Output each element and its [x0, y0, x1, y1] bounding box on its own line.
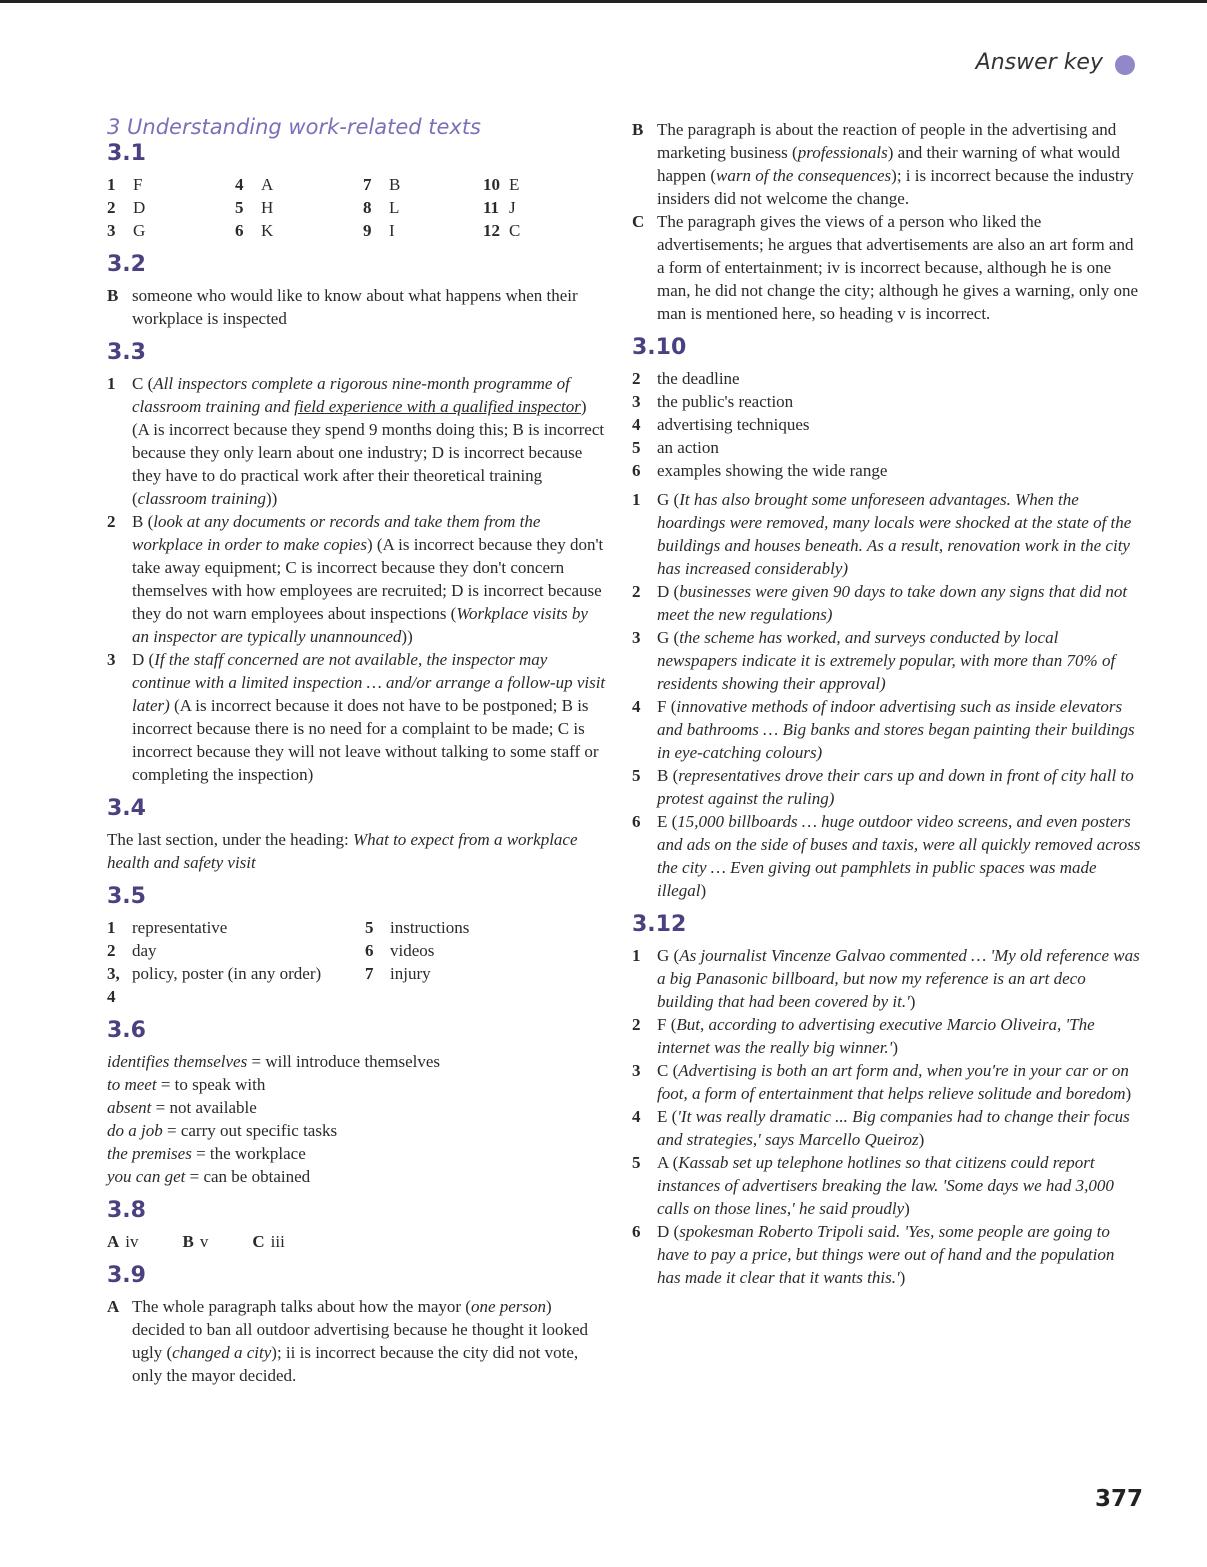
answers-3-5-right: [365, 916, 565, 1008]
text-run: Workplace visits by an inspector are typically unannounced: [132, 604, 588, 646]
answer-item: [632, 626, 1142, 695]
right-column: [632, 118, 1142, 1289]
answer-letter: H: [261, 198, 274, 217]
item-text: [657, 1013, 1142, 1059]
text-run: 'It was really dramatic ... Big companies had to change their focus and strategies,' says Marcello Queiroz: [657, 1107, 1130, 1149]
left-column: [107, 116, 607, 1387]
item-text: [657, 488, 1142, 580]
top-rule: [0, 0, 1207, 3]
item-number: 3: [107, 221, 116, 240]
answer-cell: [235, 173, 363, 196]
term: do a job: [107, 1121, 163, 1140]
text-run: B (: [132, 512, 154, 531]
item-number: B: [107, 286, 119, 305]
answer-letter: C: [509, 221, 521, 240]
item-number: 1: [107, 175, 116, 194]
text-run: professionals: [797, 143, 888, 162]
item-letter: A: [107, 1232, 120, 1251]
text-run: someone who would like to know about what happens when their workplace is inspected: [132, 286, 578, 328]
page-number: 377: [1095, 1486, 1144, 1512]
text-run: ): [909, 992, 916, 1011]
definition-line: [107, 1142, 607, 1165]
item-number: 5: [365, 918, 374, 937]
answer-cell: [183, 1232, 231, 1251]
item-number: 2: [107, 512, 116, 531]
item-text: [132, 916, 365, 939]
answers-3-1: [107, 173, 607, 242]
text-run: D (: [657, 1222, 680, 1241]
text-run: C (: [132, 374, 154, 393]
definition-line: [107, 1165, 607, 1188]
term: to meet: [107, 1075, 157, 1094]
answer-item: [107, 284, 607, 330]
running-head: Answer key: [975, 50, 1103, 75]
item-number: 4: [632, 415, 641, 434]
item-text: [390, 939, 565, 962]
text-run: instructions: [390, 918, 470, 937]
text-run: advertising techniques: [657, 415, 810, 434]
answer-item: [107, 510, 607, 648]
item-text: [390, 916, 565, 939]
answer-item: [107, 648, 607, 786]
text-run: ): [904, 1199, 910, 1218]
meaning: can be obtained: [203, 1167, 311, 1186]
item-number: 4: [632, 1107, 641, 1126]
text-run: As journalist Vincenze Galvao commented … 'My old reference was a big Panasonic billboard, but now my reference is an art deco building that had been covered by it.': [657, 946, 1140, 1011]
item-number: 2: [632, 582, 641, 601]
text-run: ): [1125, 1084, 1132, 1103]
item-number: 5: [632, 438, 641, 457]
answer-item: [632, 210, 1142, 325]
answer-item: [107, 939, 365, 962]
text-run: G (: [657, 628, 680, 647]
text-run: businesses were given 90 days to take down any signs that did not meet the new regulations): [657, 582, 1128, 624]
item-number: 9: [363, 221, 372, 240]
answer-item: [632, 413, 1142, 436]
answer-item: [632, 695, 1142, 764]
text-run: Advertising is both an art form and, when you're in your car or on foot, a form of entertainment that helps relieve solitude and boredom: [657, 1061, 1129, 1103]
text-run: look at any documents or records and take them from the workplace in order to make copies: [132, 512, 541, 554]
item-number: 7: [363, 175, 372, 194]
text-run: day: [132, 941, 157, 960]
answers-3-5-left: [107, 916, 365, 1008]
item-text: [657, 390, 1142, 413]
item-number: 1: [107, 374, 116, 393]
answers-3-2: [107, 284, 607, 330]
answer-item: [632, 367, 1142, 390]
equals: =: [247, 1052, 266, 1071]
answer-item: [632, 459, 1142, 482]
meaning: not available: [169, 1098, 257, 1117]
item-number: 3: [632, 392, 641, 411]
text-run: The last section, under the heading:: [107, 830, 353, 849]
answer-item: [632, 944, 1142, 1013]
answer-letter: D: [133, 198, 146, 217]
item-number: 3: [632, 628, 641, 647]
text-run: classroom training: [137, 489, 266, 508]
answer-item: [107, 1295, 607, 1387]
answer-letter: J: [509, 198, 516, 217]
text-run: ); ii is incorrect because the city did not vote, only the mayor decided.: [132, 1343, 579, 1385]
answer-item: [632, 1220, 1142, 1289]
answers-3-3: [107, 372, 607, 786]
term: you can get: [107, 1167, 186, 1186]
text-run: E (: [657, 812, 678, 831]
meaning: will introduce themselves: [265, 1052, 440, 1071]
answers-3-5: [107, 916, 607, 1008]
heading-3-10: 3.10: [632, 335, 687, 360]
text-run: But, according to advertising executive Marcio Oliveira, 'The internet was the really big winner.': [657, 1015, 1095, 1057]
item-number: 5: [632, 766, 641, 785]
heading-3-9: 3.9: [107, 1263, 146, 1288]
item-number: 5: [235, 198, 244, 217]
equals: =: [156, 1075, 175, 1094]
answer-item: [632, 488, 1142, 580]
text-run: changed a city: [172, 1343, 272, 1362]
text-run: E (: [657, 1107, 678, 1126]
item-text: [132, 284, 607, 330]
answer-letter: B: [389, 175, 401, 194]
text-run: B (: [657, 766, 679, 785]
text-run: innovative methods of indoor advertising such as inside elevators and bathrooms … Big banks and stores began painting their buildings in eye-catching colours): [657, 697, 1135, 762]
item-text: [657, 210, 1142, 325]
answer-cell: [107, 196, 235, 219]
chapter-title: 3 Understanding work-related texts: [107, 115, 482, 139]
text-run: All inspectors complete a rigorous nine-month programme of classroom training and: [132, 374, 570, 416]
text-run: The paragraph is about the reaction of people in the advertising and marketing business (: [657, 120, 1117, 162]
answer-cell: [107, 1232, 161, 1251]
item-number: 10: [483, 175, 500, 194]
item-number: 2: [632, 369, 641, 388]
item-text: [657, 118, 1142, 210]
item-number: 1: [632, 490, 641, 509]
item-text: [657, 367, 1142, 390]
text-run: The paragraph gives the views of a person who liked the advertisements; he argues that advertisements are also an art form and a form of entertainment; iv is incorrect because, although he is one man, he did not change the city; although he gives a warning, only one man is mentioned here, so heading v is incorrect.: [657, 212, 1139, 323]
text-run: F (: [657, 697, 677, 716]
item-text: [657, 626, 1142, 695]
item-number: 5: [632, 1153, 641, 1172]
answer-item: [632, 118, 1142, 210]
meaning: carry out specific tasks: [180, 1121, 338, 1140]
text-run: the public's reaction: [657, 392, 794, 411]
text-run: G (: [657, 490, 680, 509]
answer-item: [107, 916, 365, 939]
heading-3-2: 3.2: [107, 252, 146, 277]
heading-3-8: 3.8: [107, 1198, 146, 1223]
text-run: )): [401, 627, 413, 646]
text-run: ) (A is incorrect because they spend 9 months doing this; B is incorrect because they only learn about one industry; D is incorrect because they have to do practical work after their theoretical training (: [132, 397, 605, 508]
item-text: [132, 648, 607, 786]
item-text: [132, 962, 365, 1008]
heading-3-1: 3.1: [107, 141, 146, 166]
text-run: ): [892, 1038, 898, 1057]
answer-cell: [483, 173, 583, 196]
text-run: warn of the consequences: [716, 166, 892, 185]
section-dot-icon: [1115, 55, 1135, 75]
item-letter: B: [182, 1232, 194, 1251]
text-run: spokesman Roberto Tripoli said. 'Yes, some people are going to have to pay a price, but things were out of hand and the population has made it clear that it wants this.': [657, 1222, 1115, 1287]
text-run: an action: [657, 438, 719, 457]
item-number: 2: [107, 198, 116, 217]
item-text: [657, 1151, 1142, 1220]
answer-cell: [363, 173, 483, 196]
answer-value: iv: [125, 1232, 139, 1251]
item-text: [657, 413, 1142, 436]
answer-cell: [363, 196, 483, 219]
answer-item: [632, 1013, 1142, 1059]
item-text: [657, 764, 1142, 810]
answers-3-9-bc: [632, 118, 1142, 325]
answer-letter: G: [133, 221, 146, 240]
answer-letter: I: [389, 221, 395, 240]
item-number: 1: [632, 946, 641, 965]
text-run: It has also brought some unforeseen advantages. When the hoardings were removed, many locals were shocked at the state of the buildings and houses beneath. As a result, renovation work in the city has increased considerably): [657, 490, 1132, 578]
answer-cell: [107, 219, 235, 242]
answer-cell: [252, 1232, 306, 1251]
item-number: 3, 4: [107, 964, 120, 1006]
item-number: 6: [235, 221, 244, 240]
heading-3-5: 3.5: [107, 884, 146, 909]
definition-line: [107, 1073, 607, 1096]
answers-3-9-a: [107, 1295, 607, 1387]
meaning: the workplace: [209, 1144, 306, 1163]
equals: =: [185, 1167, 204, 1186]
text-run: the scheme has worked, and surveys conducted by local newspapers indicate it is extremely popular, with more than 70% of residents showing their approval): [657, 628, 1116, 693]
item-number: 4: [235, 175, 244, 194]
answer-cell: [483, 196, 583, 219]
answer-value: v: [199, 1232, 209, 1251]
item-text: [390, 962, 565, 985]
text-run: videos: [390, 941, 435, 960]
item-text: [657, 1059, 1142, 1105]
text-run: F (: [657, 1015, 677, 1034]
answer-item: [632, 1151, 1142, 1220]
answers-3-10-list: [632, 367, 1142, 482]
text-run: representatives drove their cars up and down in front of city hall to protest against the ruling): [657, 766, 1134, 808]
heading-3-4: 3.4: [107, 796, 146, 821]
text-run: ) decided to ban all outdoor advertising because he thought it looked ugly (: [132, 1297, 589, 1362]
text-run: one person: [470, 1297, 547, 1316]
text-run: representative: [132, 918, 228, 937]
text-run: ) (A is incorrect because they don't take away equipment; C is incorrect because they don't concern themselves with how employees are recruited; D is incorrect because they do not warn employees about inspections (: [132, 535, 604, 623]
item-number: C: [632, 212, 645, 231]
equals: =: [191, 1144, 210, 1163]
item-text: [132, 510, 607, 648]
text-run: A (: [657, 1153, 679, 1172]
text-run: )): [265, 489, 278, 508]
item-text: [657, 695, 1142, 764]
item-text: [132, 939, 365, 962]
item-text: [132, 372, 607, 510]
answer-item: [365, 939, 565, 962]
text-run: policy, poster (in any order): [132, 964, 322, 983]
item-number: 6: [632, 461, 641, 480]
item-number: 12: [483, 221, 500, 240]
item-text: [657, 810, 1142, 902]
heading-3-6: 3.6: [107, 1018, 146, 1043]
item-number: 7: [365, 964, 374, 983]
item-number: 6: [365, 941, 374, 960]
equals: =: [151, 1098, 170, 1117]
answer-item: [632, 436, 1142, 459]
heading-3-3: 3.3: [107, 340, 146, 365]
answers-3-12: [632, 944, 1142, 1289]
item-text: [657, 580, 1142, 626]
answer-item: [632, 580, 1142, 626]
item-number: 2: [632, 1015, 641, 1034]
item-number: 8: [363, 198, 372, 217]
answer-item: [632, 390, 1142, 413]
answer-letter: L: [389, 198, 400, 217]
answers-3-10: [632, 488, 1142, 902]
answer-item: [632, 1059, 1142, 1105]
item-number: B: [632, 120, 644, 139]
answer-letter: A: [261, 175, 274, 194]
answer-item: [107, 962, 365, 1008]
answer-letter: E: [509, 175, 520, 194]
text-run: 15,000 billboards … huge outdoor video screens, and even posters and ads on the side of buses and taxis, were all quickly removed across the city … Even giving out pamphlets in public spaces was made illegal: [657, 812, 1141, 900]
item-letter: C: [252, 1232, 265, 1251]
answer-value: iii: [270, 1232, 285, 1251]
text-run: (A is incorrect because it does not have to be postponed; B is incorrect because there is no need for a complaint to be made; C is incorrect because they will not leave without talking to some staff or completing the inspection): [132, 696, 599, 784]
text-run: ); i is incorrect because the industry insiders did not welcome the change.: [657, 166, 1134, 208]
item-number: 1: [107, 918, 116, 937]
item-text: [132, 1295, 607, 1387]
answers-3-6: [107, 1050, 607, 1188]
answer-cell: [363, 219, 483, 242]
text-run: the deadline: [657, 369, 740, 388]
answer-item: [632, 764, 1142, 810]
answers-3-8: [107, 1230, 607, 1253]
answer-cell: [483, 219, 583, 242]
text-run: ): [918, 1130, 925, 1149]
answer-item: [365, 962, 565, 985]
item-number: 2: [107, 941, 116, 960]
item-number: 3: [632, 1061, 641, 1080]
text-run: ): [700, 881, 707, 900]
text-run: ): [899, 1268, 906, 1287]
item-text: [657, 1220, 1142, 1289]
heading-3-12: 3.12: [632, 912, 687, 937]
text-run: examples showing the wide range: [657, 461, 888, 480]
answer-item: [365, 916, 565, 939]
equals: =: [162, 1121, 181, 1140]
item-number: 6: [632, 812, 641, 831]
item-text: [657, 459, 1142, 482]
definition-line: [107, 1096, 607, 1119]
text-run: field experience with a qualified inspector: [294, 397, 581, 416]
text-run: If the staff concerned are not available, the inspector may continue with a limited inspection … and/or arrange a follow-up visit later): [132, 650, 606, 715]
text-run: D (: [657, 582, 680, 601]
answer-cell: [107, 173, 235, 196]
term: identifies themselves: [107, 1052, 248, 1071]
text-run: D (: [132, 650, 155, 669]
answer-cell: [235, 196, 363, 219]
item-number: 6: [632, 1222, 641, 1241]
definition-line: [107, 1050, 607, 1073]
answer-cell: [235, 219, 363, 242]
meaning: to speak with: [174, 1075, 266, 1094]
answer-item: [632, 1105, 1142, 1151]
text-run: ) and their warning of what would happen (: [657, 143, 1121, 185]
text-run: G (: [657, 946, 680, 965]
item-text: [657, 436, 1142, 459]
text-run: injury: [390, 964, 431, 983]
item-number: 4: [632, 697, 641, 716]
term: the premises: [107, 1144, 192, 1163]
item-number: 3: [107, 650, 116, 669]
text-run: What to expect from a workplace health and safety visit: [107, 830, 578, 872]
item-number: 11: [483, 198, 500, 217]
item-text: [657, 944, 1142, 1013]
text-run: Kassab set up telephone hotlines so that citizens could report instances of advertisers breaking the law. 'Some days we had 3,000 calls on those lines,' he said proudly: [657, 1153, 1114, 1218]
answer-item: [107, 372, 607, 510]
term: absent: [107, 1098, 152, 1117]
answer-letter: F: [133, 175, 143, 194]
text-run: C (: [657, 1061, 679, 1080]
definition-line: [107, 1119, 607, 1142]
item-number: A: [107, 1297, 120, 1316]
text-run: The whole paragraph talks about how the mayor (: [132, 1297, 471, 1316]
answer-letter: K: [261, 221, 274, 240]
answer-item: [632, 810, 1142, 902]
answer-3-4: [107, 828, 607, 874]
item-text: [657, 1105, 1142, 1151]
